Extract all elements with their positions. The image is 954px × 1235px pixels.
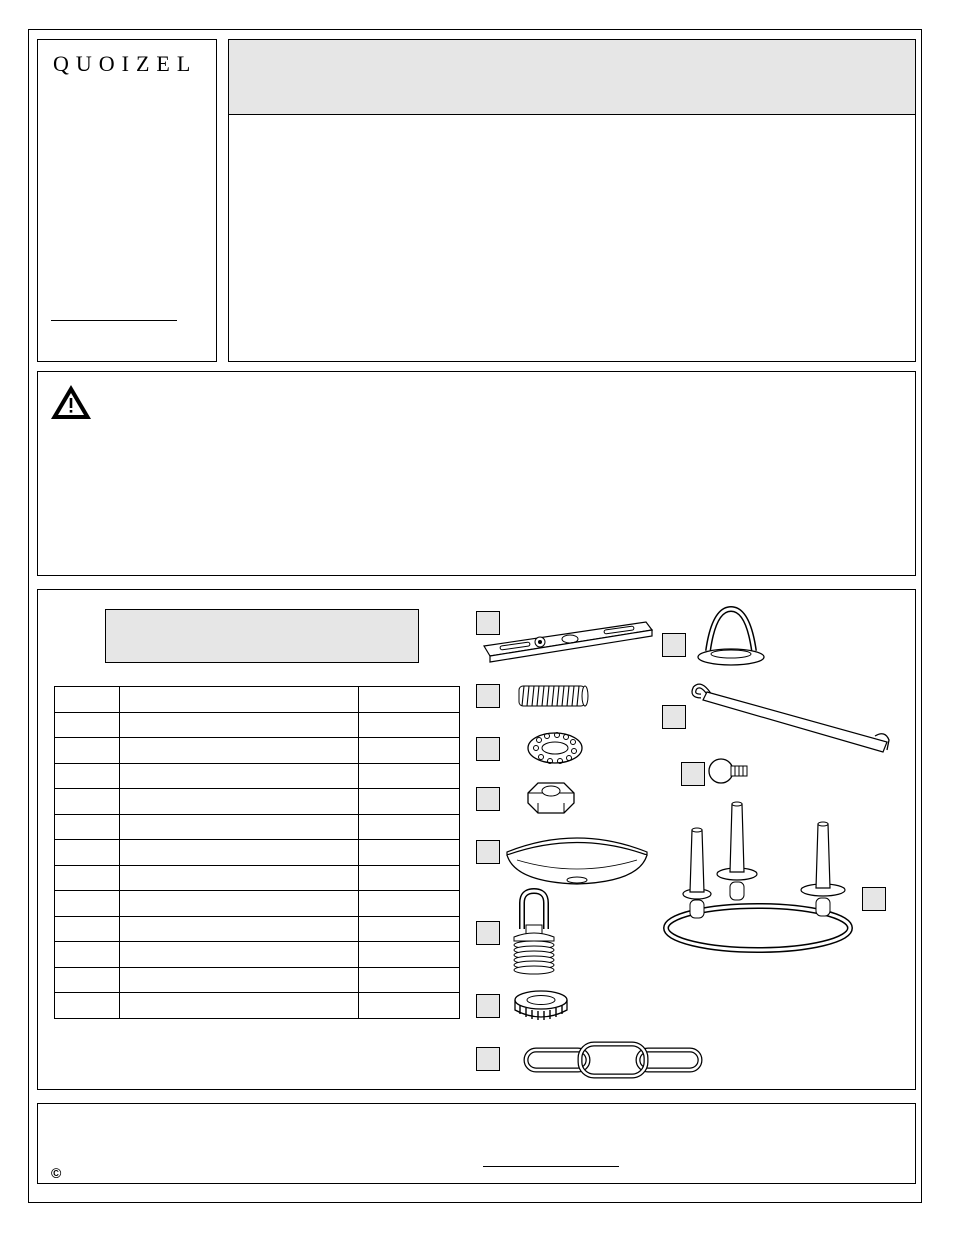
table-cell [119,993,358,1019]
canopy-icon [505,832,649,886]
table-cell [359,712,460,738]
parts-table [54,686,460,1019]
logo-signature-line [51,320,177,321]
parts-list-band [105,609,419,663]
table-cell [359,865,460,891]
brand-logo: QUOIZEL [53,51,198,76]
table-cell [359,840,460,866]
threaded-pipe-icon [516,683,590,709]
finial-icon [707,756,751,786]
part-tag [476,737,500,761]
part-tag [476,921,500,945]
table-cell [119,967,358,993]
table-cell [119,789,358,815]
part-tag [662,705,686,729]
table-cell [359,916,460,942]
table-cell [359,967,460,993]
table-cell [359,738,460,764]
table-row [55,738,460,764]
hook-loop-nipple-icon [510,889,558,979]
table-cell [119,687,358,713]
part-tag [476,684,500,708]
table-cell [119,814,358,840]
lock-washer-icon [526,731,584,765]
hook-arm-icon [691,680,895,760]
table-row [55,993,460,1019]
table-cell [55,967,120,993]
table-cell [359,942,460,968]
table-cell [359,814,460,840]
table-cell [55,993,120,1019]
table-row [55,687,460,713]
table-cell [55,840,120,866]
footer-signature-line [483,1166,619,1167]
logo-box [37,39,217,362]
part-tag [476,840,500,864]
table-row [55,967,460,993]
copyright-symbol: © [51,1165,62,1181]
table-row [55,942,460,968]
table-cell [55,712,120,738]
table-row [55,891,460,917]
table-cell [119,840,358,866]
part-tag [862,887,886,911]
warning-box [37,371,916,576]
table-cell [55,891,120,917]
hex-nut-icon [526,779,576,817]
table-cell [359,891,460,917]
table-cell [55,738,120,764]
hanging-loop-icon [694,607,768,667]
warning-triangle-icon [49,383,93,421]
crossbar-icon [482,620,654,666]
table-cell [119,712,358,738]
chain-icon [522,1040,704,1080]
title-band [229,40,915,115]
part-tag [476,994,500,1018]
table-cell [55,763,120,789]
table-row [55,763,460,789]
table-row [55,814,460,840]
footer-box [37,1103,916,1184]
table-cell [55,814,120,840]
table-cell [119,738,358,764]
table-cell [55,789,120,815]
fixture-body-icon [660,800,856,956]
part-tag [476,1047,500,1071]
table-row [55,840,460,866]
table-cell [359,789,460,815]
table-row [55,712,460,738]
part-tag [476,787,500,811]
table-row [55,789,460,815]
table-row [55,865,460,891]
table-cell [55,916,120,942]
table-row [55,916,460,942]
table-cell [359,687,460,713]
table-cell [55,687,120,713]
table-cell [119,865,358,891]
table-cell [359,993,460,1019]
table-cell [119,763,358,789]
table-cell [55,942,120,968]
table-cell [55,865,120,891]
part-tag [681,762,705,786]
table-cell [119,942,358,968]
table-cell [119,891,358,917]
part-tag [662,633,686,657]
table-cell [119,916,358,942]
lock-nut-icon [512,988,570,1022]
table-cell [359,763,460,789]
